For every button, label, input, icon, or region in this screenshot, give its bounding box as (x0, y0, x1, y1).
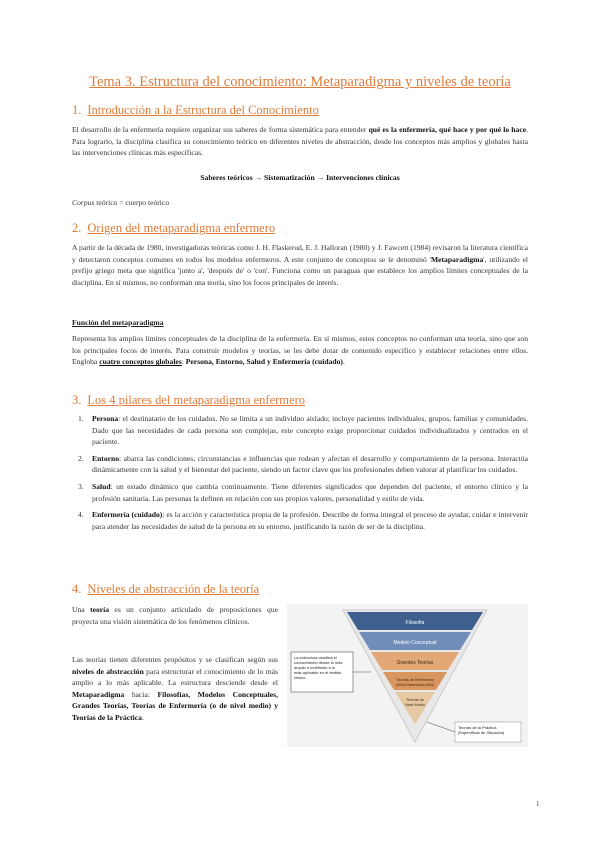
list-item (72, 509, 528, 532)
list-item (72, 413, 528, 448)
figure-text-line: amplio e indefinido a lo (294, 665, 335, 670)
section-3-number: 3. (72, 393, 82, 407)
item-term: Enfermería (cuidado) (92, 510, 163, 520)
section-4-paragraph-2 (72, 654, 278, 724)
section-4-title: Niveles de abstracción de la teoría (87, 582, 260, 596)
item-number: 2. (78, 453, 84, 463)
item-number: 3. (78, 481, 84, 491)
section-4-paragraph-1 (72, 604, 278, 627)
figure-text-line: La estructura clasifica el (294, 655, 337, 660)
text-run: . (141, 712, 144, 722)
corpus-line (72, 197, 528, 209)
text-run: hacia: (124, 689, 158, 699)
text-run: A partir de la década de 1980, investigadoras teóricas como J. H. Flaskerud, E. J. Halloran (1980) y J. Fawcett (1984) revisaron la literatura científica y detectaron conceptos comunes en todos los modelos enfermeros. A este conjunto de conceptos se le denominó ' (72, 243, 528, 264)
section-1-number: 1. (72, 103, 82, 117)
section-1-paragraph (72, 124, 528, 159)
section-2-heading (72, 221, 275, 236)
figure-text-line: Nivel Medio (405, 703, 425, 707)
level-modelo-label: Modelo Conceptual (393, 640, 437, 646)
page-number: 1 (536, 800, 540, 808)
text-run: . Para lograrlo, la disciplina clasifica su conocimiento teórico en diferentes niveles de abstracción, desde los conceptos más amplios y globales hasta las intervenciones clínicas más específicas. (72, 125, 528, 158)
item-text: : un estado dinámico que cambia continuamente. Tiene diferentes significados que dependen del paciente, el entorno clínico y la profesión sanitaria. Las personas la definen en relación con sus propios valores, personalidad y estilo de vida. (92, 481, 528, 503)
bold-run: Metaparadigma (72, 689, 125, 699)
list-item (72, 453, 528, 476)
level-grandes-label: Grandes Teorías (396, 660, 434, 666)
text-run: : (181, 357, 186, 367)
function-paragraph (72, 333, 528, 368)
text-run: Una (72, 605, 91, 614)
figure-text-line: Teorías de la Práctica (458, 725, 497, 730)
text-run: . (342, 357, 345, 367)
item-text: : abarca las condiciones, circunstancias e influencias que rodean y afectan el desarrollo y comportamiento de la persona. Interactúa dinámicamente con la salud y el bienestar del paciente, siendo un factor clave que los profesionales deben valorar al planificar los cuidados. (92, 453, 528, 475)
item-text: : es la acción y característica propia de la profesión. Describe de forma integral el proceso de ayudar, cuidar e intervenir para atender las necesidades de salud de la persona en su entorno, justificando la razón de ser de la disciplina. (92, 510, 529, 531)
pillars-list (72, 413, 528, 537)
bold-run: qué es la enfermería, qué hace y por qué lo hace (368, 125, 527, 134)
item-number: 1. (78, 414, 84, 423)
figure-text-line: clínico. (294, 675, 307, 680)
text-run: Las teorías tienen diferentes propósitos y se clasifican según sus (72, 655, 278, 664)
figure-text-line: más aplicable en el ámbito (294, 670, 342, 675)
text-run: para estructurar el conocimiento de lo más amplio a lo más aplicable. La estructura desciende desde el (72, 666, 278, 688)
text-run: Representa los amplios límites conceptuales de la disciplina de la enfermería. En sí mismos, estos conceptos no conforman una teoría, sino que son los principales focos de interés. Para construir modelos y teorías, se les debe dotar de contenido específico y establecer relaciones entre ellos. Engloba (72, 334, 528, 367)
bold-run: Persona, Entorno, Salud y Enfermería (cuidado) (185, 357, 343, 367)
item-term: Entorno (92, 453, 120, 463)
figure-text-line: (Específicas de Situación) (458, 730, 505, 735)
section-1-heading (72, 103, 319, 118)
page-title: Tema 3. Estructura del conocimiento: Metaparadigma y niveles de teoría (89, 74, 511, 90)
bold-run: niveles de abstracción (72, 666, 144, 676)
section-4-heading (72, 582, 259, 597)
level-nivel-medio-label (405, 698, 425, 707)
corpus-definition: teórico = cuerpo teórico (94, 198, 170, 207)
figure-text-line: conocimiento desde lo más (294, 660, 343, 665)
bold-run: Metaparadigma (430, 254, 484, 264)
abstraction-levels-figure (287, 604, 528, 747)
section-4-number: 4. (72, 582, 82, 596)
section-2-paragraph (72, 242, 528, 288)
bold-underline-run: cuatro conceptos globales (99, 357, 182, 367)
list-item (72, 481, 528, 504)
item-term: Salud (92, 481, 111, 491)
section-1-title: Introducción a la Estructura del Conocimiento (87, 103, 319, 117)
corpus-term: Corpus (72, 198, 95, 207)
figure-text-line: Teorías de Enfermería (396, 678, 434, 682)
text-run: es un conjunto articulado de proposiciones que proyecta una visión sistemática de los fenómenos clínicos. (72, 605, 278, 626)
bold-run: teoría (90, 605, 110, 614)
figure-text-line: (Nivel Intermedio-NIN) (396, 683, 434, 687)
function-subheading: Función del metaparadigma (72, 318, 164, 327)
section-3-title: Los 4 pilares del metaparadigma enfermero (87, 393, 305, 407)
level-filosofia-label: Filosofía (405, 620, 425, 626)
flow-line (72, 172, 528, 184)
level-enfermeria-label (396, 678, 435, 687)
figure-text-line: Teorías de (406, 698, 424, 702)
item-term: Persona (92, 414, 119, 423)
item-text: : el destinatario de los cuidados. No se limita a un individuo aislado; incluye pacientes individuales, grupos, familias y comunidades. Dado que las necesidades de cada persona son complejas, este concepto exige proporcionar cuidados individualizados y centrados en el paciente. (92, 414, 528, 447)
item-number: 4. (78, 510, 84, 520)
section-3-heading (72, 393, 305, 408)
text-run: El desarrollo de la enfermería requiere organizar sus saberes de forma sistemática para entender (72, 125, 369, 134)
bold-run: Filosofías, Modelos Conceptuales, Grandes Teorías, Teorías de Enfermería (o de nivel medio) y Teorías de la Práctica (72, 689, 278, 722)
text-run: ', utilizando el prefijo griego meta que significa 'junto a', 'después de' o 'con'. Funciona como un paraguas que establece los amplios límites conceptuales de la disciplina. En sí mismos, no conforman una teoría, sino los focos principales de interés. (72, 254, 529, 287)
flow-text: Saberes teóricos → Sistematización → Intervenciones clínicas (200, 173, 400, 182)
pyramid-diagram (287, 604, 528, 747)
section-2-number: 2. (72, 221, 82, 235)
section-2-title: Origen del metaparadigma enfermero (87, 221, 276, 235)
